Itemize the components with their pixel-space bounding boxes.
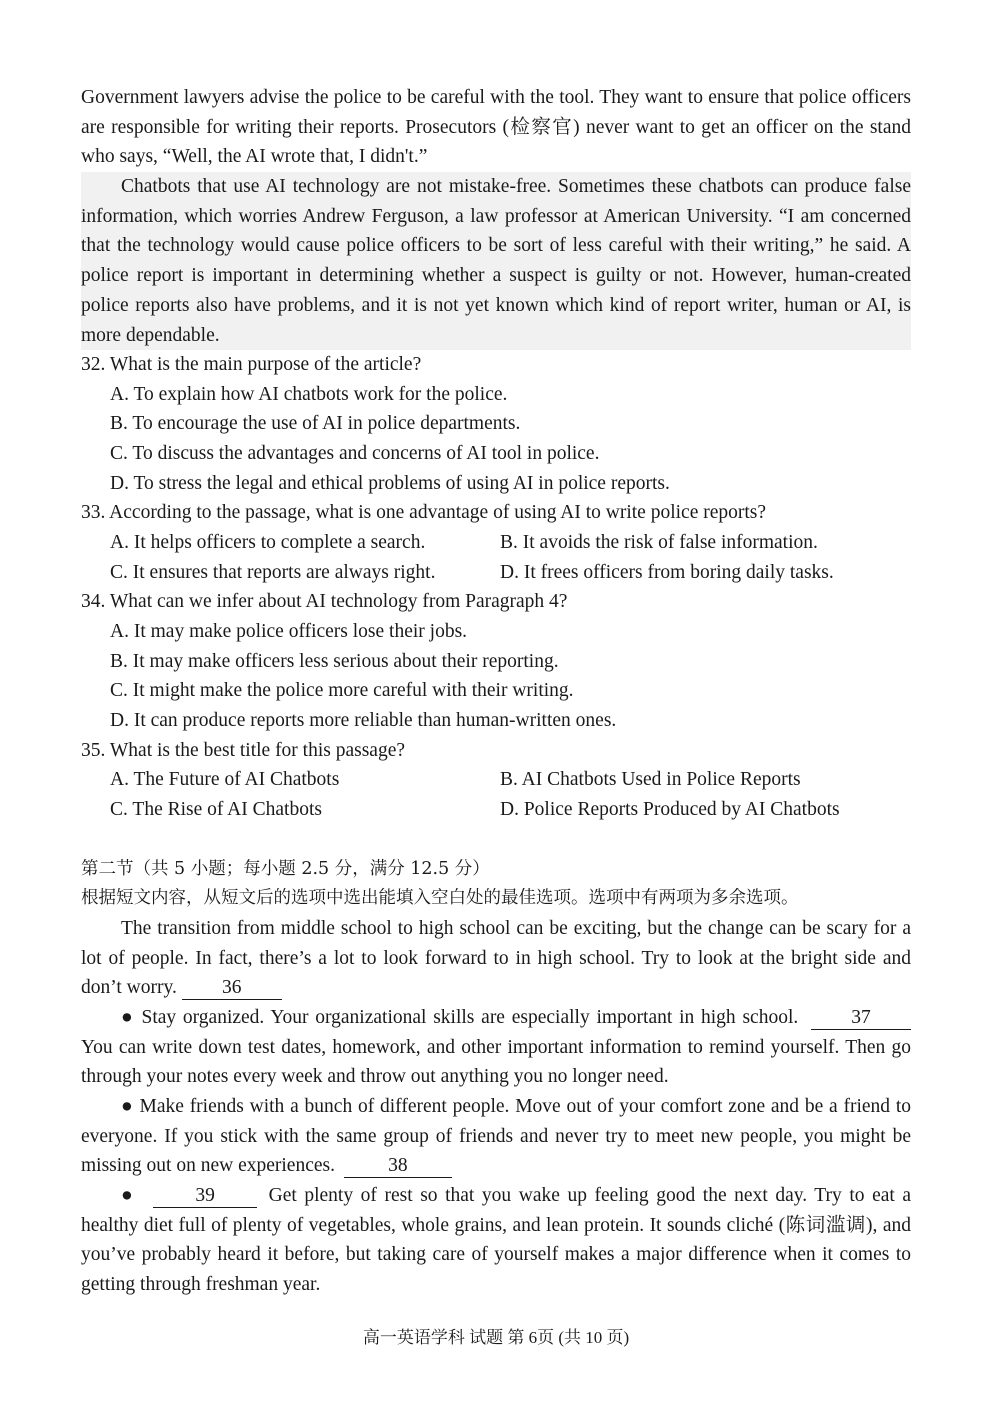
bullet-icon: ●	[121, 1185, 136, 1206]
question-33-option-b: B. It avoids the risk of false information.	[500, 532, 818, 553]
question-35-option-a: A. The Future of AI Chatbots	[110, 769, 340, 790]
question-32-stem: 32. What is the main purpose of the article?	[81, 354, 422, 375]
passage-paragraph-lawyers: Government lawyers advise the police to be careful with the tool. They want to ensure that police officers are responsible for writing their reports. Prosecutors (检察官) never want to get an officer on the stand who says, “Well, the AI wrote that, I didn't.”	[81, 87, 911, 168]
question-33-option-d: D. It frees officers from boring daily tasks.	[500, 562, 834, 583]
question-33-option-a: A. It helps officers to complete a search.	[110, 532, 426, 553]
bullet-stay-organized-text: Stay organized. Your organizational skills are especially important in high school.	[141, 1007, 799, 1028]
bullet-icon: ●	[121, 1007, 135, 1028]
cloze-intro-text: The transition from middle school to high school can be exciting, but the change can be scary for a lot of people. In fact, there’s a lot to look forward to in high school. Try to look at the bright side and don’t worry.	[81, 918, 911, 999]
bullet-icon: ●	[121, 1096, 134, 1117]
bullet-rest-text: Get plenty of rest so that you wake up feeling good the next day. Try to eat a healthy diet full of plenty of vegetables, whole grains, and lean protein. It sounds cliché (陈词滥调), and you’ve probably heard it before, but taking care of yourself makes a major difference when it comes to getting through freshman year.	[81, 1185, 912, 1296]
section-2-instruction: 根据短文内容，从短文后的选项中选出能填入空白处的最佳选项。选项中有两项为多余选项。	[81, 888, 799, 908]
blank-37: 37	[811, 1007, 911, 1030]
question-32-option-b: B. To encourage the use of AI in police departments.	[110, 413, 521, 434]
passage-paragraph-chatbots: Chatbots that use AI technology are not mistake-free. Sometimes these chatbots can produce false information, which worries Andrew Ferguson, a law professor at American University. “I am concerned that the technology would cause police officers to be sort of less careful with their writing,” he said. A police report is important in determining whether a suspect is guilty or not. However, human-created police reports also have problems, and it is not yet known which kind of report writer, human or AI, is more dependable.	[81, 172, 911, 350]
question-35-option-d: D. Police Reports Produced by AI Chatbots	[500, 799, 840, 820]
question-32-option-a: A. To explain how AI chatbots work for the police.	[110, 384, 508, 405]
question-34-stem: 34. What can we infer about AI technology from Paragraph 4?	[81, 591, 568, 612]
question-34-option-a: A. It may make police officers lose their jobs.	[110, 621, 468, 642]
question-34-option-b: B. It may make officers less serious about their reporting.	[110, 651, 559, 672]
question-35-option-c: C. The Rise of AI Chatbots	[110, 799, 322, 820]
question-34-option-d: D. It can produce reports more reliable than human-written ones.	[110, 710, 617, 731]
page-footer: 高一英语学科 试题 第 6页 (共 10 页)	[362, 1328, 630, 1347]
bullet-rest	[81, 1181, 911, 1300]
question-33-stem: 33. According to the passage, what is one advantage of using AI to write police reports?	[81, 502, 767, 523]
question-32-option-c: C. To discuss the advantages and concerns of AI tool in police.	[110, 443, 600, 464]
bullet-stay-organized-text-continued: You can write down test dates, homework, and other important information to remind yourself. Then go through your notes every week and throw out anything you no longer need.	[81, 1036, 911, 1088]
question-33-option-c: C. It ensures that reports are always right.	[110, 562, 436, 583]
blank-38: 38	[344, 1155, 452, 1178]
cloze-intro-paragraph	[81, 914, 911, 1003]
question-32-option-d: D. To stress the legal and ethical problems of using AI in police reports.	[110, 473, 670, 494]
blank-36: 36	[182, 977, 282, 1000]
section-2-heading: 第二节（共 5 小题；每小题 2.5 分，满分 12.5 分）	[81, 859, 490, 879]
bullet-make-friends-text: Make friends with a bunch of different people. Move out of your comfort zone and be a friend to everyone. If you stick with the same group of friends and never try to meet new people, you might be missing out on new experiences.	[81, 1096, 912, 1177]
bullet-stay-organized	[81, 1003, 911, 1092]
question-35-option-b: B. AI Chatbots Used in Police Reports	[500, 769, 801, 790]
question-34-option-c: C. It might make the police more careful with their writing.	[110, 680, 574, 701]
question-35-stem: 35. What is the best title for this passage?	[81, 740, 406, 761]
blank-39: 39	[153, 1185, 257, 1208]
bullet-make-friends	[81, 1092, 911, 1181]
